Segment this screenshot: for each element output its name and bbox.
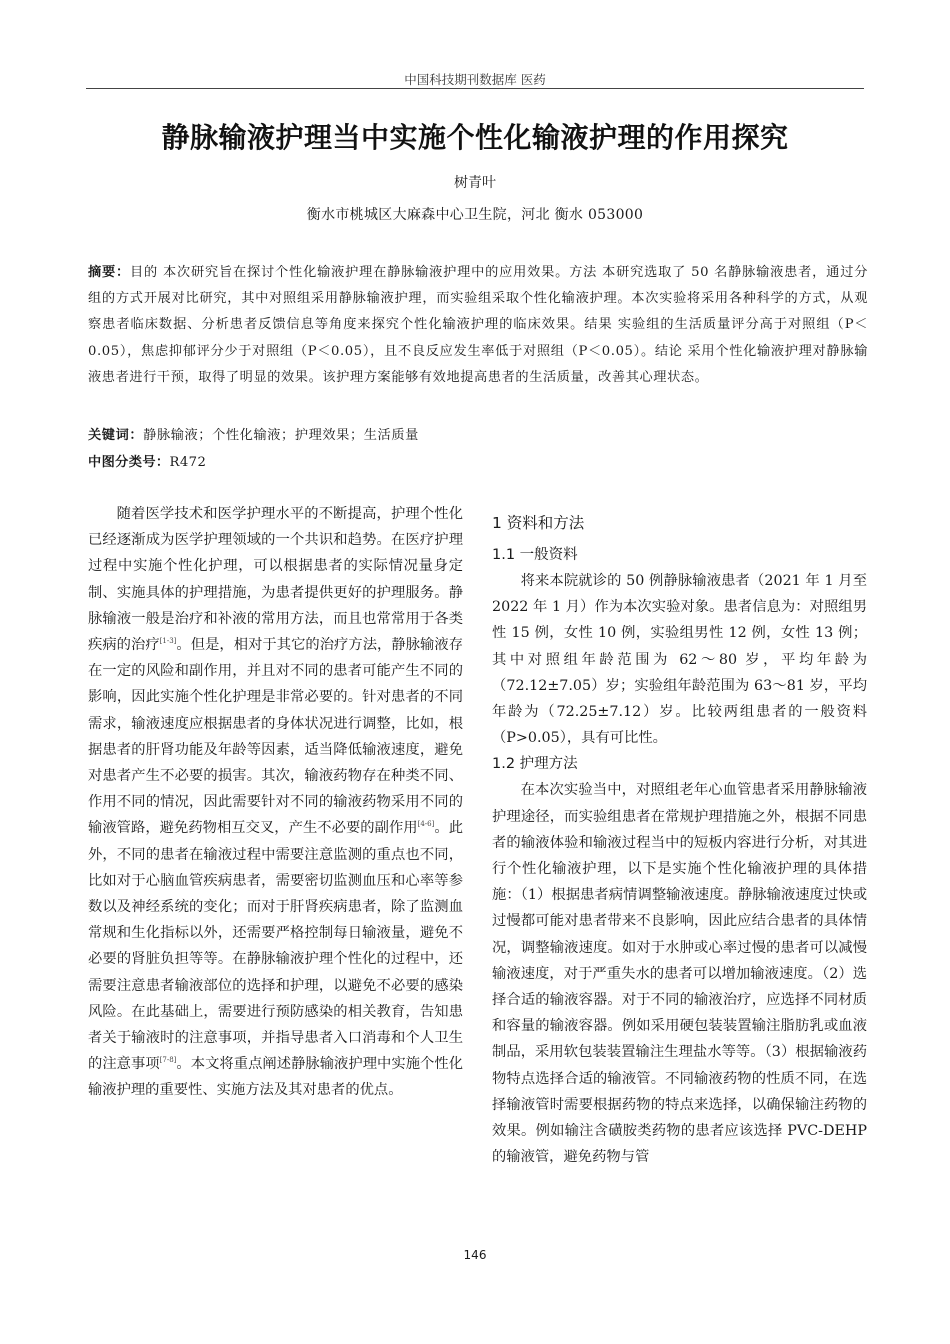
subsection-heading-1-1: 1.1 一般资料 [492, 547, 578, 563]
left-column [88, 501, 463, 1104]
right-column [492, 510, 867, 1170]
intro-paragraph [88, 501, 463, 1104]
subsection-heading-1-2: 1.2 护理方法 [492, 756, 578, 773]
clc-label: 中图分类号： [88, 455, 170, 470]
intro-text-4: 。本文将重点阐述静脉输液护理中实施个性化输液护理的重要性、实施方法及其对患者的优点。 [88, 1056, 464, 1099]
classification-number [88, 451, 206, 470]
citation-1: [1-3] [159, 637, 177, 646]
keywords [88, 424, 419, 443]
affiliation: 衡水市桃城区大麻森中心卫生院，河北 衡水 053000 [306, 207, 644, 223]
header-rule [86, 88, 864, 89]
keywords-label: 关键词： [88, 428, 144, 443]
article-title: 静脉输液护理当中实施个性化输液护理的作用探究 [161, 121, 789, 154]
intro-text-1: 随着医学技术和医学护理水平的不断提高，护理个性化已经逐渐成为医学护理领域的一个共识和趋势。在医疗护理过程中实施个性化护理，可以根据患者的实际情况量身定制、实施具体的护理措施，为患者提供更好的护理服务。静脉输液一般是治疗和补液的常用方法，而且也常常用于各类疾病的治疗 [88, 506, 463, 654]
nursing-method-paragraph: 在本次实验当中，对照组老年心血管患者采用静脉输液护理途径，而实验组患者在常规护理措施之外，根据不同患者的输液体验和输液过程当中的短板内容进行分析，对其进行个性化输液护理，以下是实施个性化输液护理的具体措施：（1）根据患者病情调整输液速度。静脉输液速度过快或过慢都可能对患者带来不良影响，因此应结合患者的具体情况，调整输液速度。如对于水肿或心率过慢的患者可以减慢输液速度，对于严重失水的患者可以增加输液速度。（2）选择合适的输液容器。对于不同的输液治疗，应选择不同材质和容量的输液容器。例如采用硬包装装置输注脂肪乳或血液制品，采用软包装装置输注生理盐水等等。（3）根据输液药物特点选择合适的输液管。不同输液药物的性质不同，在选择输液管时需要根据药物的特点来选择，以确保输注药物的效果。例如输注含磺胺类药物的患者应该选择 PVC-DEHP 的输液管，避免药物与管 [492, 782, 867, 1166]
page-number: 146 [463, 1248, 487, 1262]
citation-2: [4-6] [417, 820, 435, 829]
journal-header: 中国科技期刊数据库 医药 [404, 72, 546, 87]
author: 树青叶 [454, 175, 496, 191]
abstract-label: 摘要： [88, 265, 131, 280]
clc-text: R472 [169, 455, 207, 470]
intro-text-3: 。此外，不同的患者在输液过程中需要注意监测的重点也不同，比如对于心脑血管疾病患者，需要密切监测血压和心率等参数以及神经系统的变化；而对于肝肾疾病患者，除了监测血常规和生化指标以外，还需要严格控制每日输液量，避免不必要的肾脏负担等等。在静脉输液护理个性化的过程中，还需要注意患者输液部位的选择和护理，以避免不必要的感染风险。在此基础上，需要进行预防感染的相关教育，告知患者关于输液时的注意事项，并指导患者入口消毒和个人卫生的注意事项 [88, 820, 464, 1073]
abstract [88, 260, 868, 391]
abstract-text: 目的 本次研究旨在探讨个性化输液护理在静脉输液护理中的应用效果。方法 本研究选取了 50 名静脉输液患者，通过分组的方式开展对比研究，其中对照组采用静脉输液护理，而实验组采取个性化输液护理。本次实验将采用各种科学的方式，从观察患者临床数据、分析患者反馈信息等角度来探究个性化输液护理的临床效果。结果 实验组的生活质量评分高于对照组（P＜0.05），焦虑抑郁评分少于对照组（P＜0.05），且不良反应发生率低于对照组（P＜0.05）。结论 采用个性化输液护理对静脉输液患者进行干预，取得了明显的效果。该护理方案能够有效地提高患者的生活质量，改善其心理状态。 [88, 265, 868, 385]
general-data-paragraph: 将来本院就诊的 50 例静脉输液患者（2021 年 1 月至 2022 年 1 月）作为本次实验对象。患者信息为：对照组男性 15 例，女性 10 例，实验组男性 12 例，女性 13 例；其中对照组年龄范围为 62～80 岁，平均年龄为（72.12±7.05）岁；实验组年龄范围为 63～81 岁，平均年龄为（72.25±7.12）岁。比较两组患者的一般资料（P>0.05），具有可比性。 [492, 573, 867, 747]
keywords-text: 静脉输液；个性化输液；护理效果；生活质量 [143, 428, 419, 443]
intro-text-2: 。但是，相对于其它的治疗方法，静脉输液存在一定的风险和副作用，并且对不同的患者可能产生不同的影响，因此实施个性化护理是非常必要的。针对患者的不同需求，输液速度应根据患者的身体状况进行调整，比如，根据患者的肝肾功能及年龄等因素，适当降低输液速度，避免对患者产生不必要的损害。其次，输液药物存在种类不同、作用不同的情况，因此需要针对不同的输液药物采用不同的输液管路，避免药物相互交叉，产生不必要的副作用 [88, 637, 464, 837]
citation-3: [7-8] [159, 1056, 177, 1065]
section-heading-1: 1 资料和方法 [492, 514, 585, 532]
